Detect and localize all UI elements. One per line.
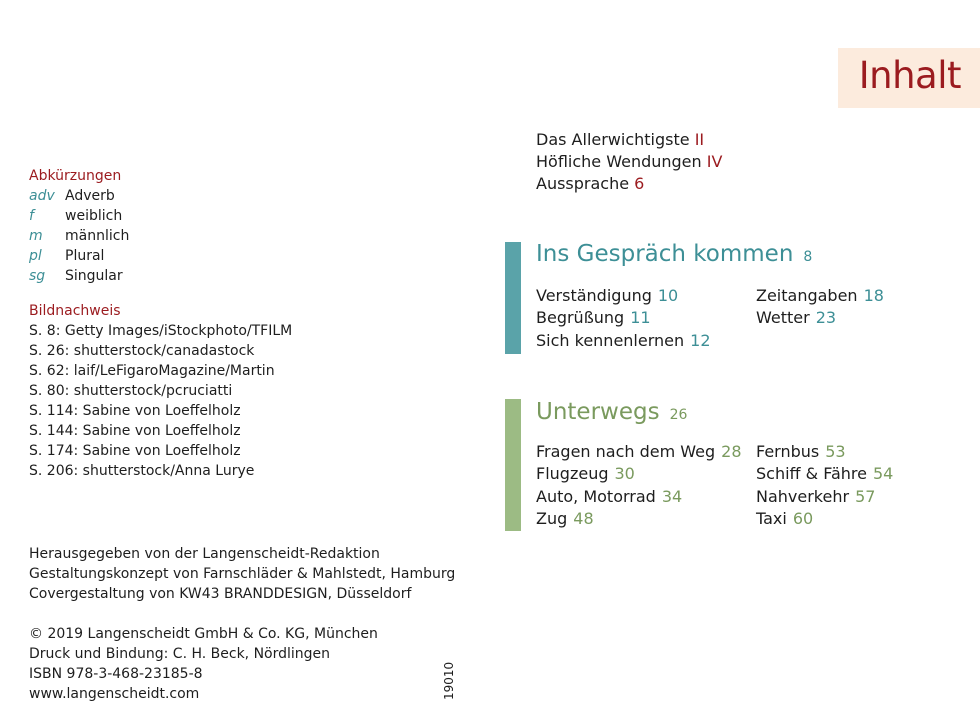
toc-topic[interactable] — [536, 508, 742, 530]
credit-line: S. 26: shutterstock/canadastock — [29, 343, 255, 359]
topic-page: 57 — [855, 486, 876, 506]
copyright-line: © 2019 Langenscheidt GmbH & Co. KG, München — [29, 626, 378, 642]
topic-page: 54 — [872, 464, 894, 484]
chapter-color-bar — [505, 242, 521, 354]
topic-label: Flugzeug — [536, 464, 609, 484]
toc-item-page: IV — [706, 152, 723, 171]
toc-topic[interactable] — [756, 508, 893, 530]
toc-item-label: Das Allerwichtigste — [536, 130, 690, 149]
publisher-section — [29, 544, 455, 604]
toc-topic[interactable] — [536, 486, 742, 508]
topic-page: 30 — [614, 464, 635, 484]
topic-label: Zug — [536, 508, 568, 528]
toc-item-page: II — [694, 130, 705, 149]
print-code: 19010 — [442, 661, 456, 700]
chapter-page: 26 — [669, 407, 688, 423]
toc-intro-item[interactable] — [536, 151, 722, 173]
publisher-line: Herausgegeben von der Langenscheidt-Redaktion — [29, 546, 380, 562]
toc-topic[interactable] — [536, 441, 742, 463]
credit-line: S. 62: laif/LeFigaroMagazine/Martin — [29, 363, 275, 379]
topic-page: 53 — [825, 442, 846, 461]
imprint-section — [29, 624, 378, 704]
abbreviation-value: weiblich — [65, 208, 123, 224]
toc-item-label: Höfliche Wendungen — [536, 152, 702, 171]
topic-label: Nahverkehr — [756, 486, 850, 506]
toc-topic[interactable] — [756, 307, 884, 329]
topic-label: Zeitangaben — [756, 286, 858, 305]
credit-line: S. 144: Sabine von Loeffelholz — [29, 423, 241, 439]
topic-page: 48 — [573, 508, 594, 528]
chapter-title-label: Ins Gespräch kommen — [536, 241, 794, 267]
credit-line: S. 114: Sabine von Loeffelholz — [29, 403, 241, 419]
abbreviation-row — [29, 246, 129, 266]
picture-credits-section — [29, 301, 292, 481]
abbreviation-value: Singular — [65, 268, 123, 284]
title-box — [838, 48, 980, 108]
chapter-title-label: Unterwegs — [536, 399, 660, 425]
abbreviation-value: Plural — [65, 248, 105, 264]
topic-page: 10 — [657, 286, 679, 305]
chapter-title[interactable] — [536, 241, 812, 267]
credit-line: S. 206: shutterstock/Anna Lurye — [29, 463, 255, 479]
topic-label: Schiff & Fähre — [756, 464, 867, 484]
toc-topic[interactable] — [756, 441, 893, 463]
toc-topic[interactable] — [536, 285, 711, 307]
publisher-line: Gestaltungskonzept von Farnschläder & Mahlstedt, Hamburg — [29, 566, 456, 582]
topic-page: 18 — [863, 286, 884, 305]
toc-topic[interactable] — [756, 285, 884, 307]
topic-page: 60 — [792, 508, 814, 528]
chapter-title[interactable] — [536, 399, 687, 425]
abbreviation-value: männlich — [65, 228, 130, 244]
topic-label: Taxi — [756, 508, 787, 528]
topic-page: 12 — [690, 330, 711, 350]
topic-label: Auto, Motorrad — [536, 486, 656, 506]
page-title: Inhalt — [858, 54, 961, 97]
toc-topic[interactable] — [536, 307, 711, 329]
topic-label: Sich kennenlernen — [536, 330, 685, 350]
publisher-line: Covergestaltung von KW43 BRANDDESIGN, Düsseldorf — [29, 586, 412, 602]
abbreviations-heading: Abkürzungen — [29, 168, 122, 184]
abbreviation-row — [29, 266, 129, 286]
topic-page: 23 — [815, 308, 837, 328]
abbreviation-key: pl — [29, 248, 42, 264]
topic-page: 28 — [721, 442, 742, 461]
topic-label: Fernbus — [756, 442, 820, 461]
website-link[interactable]: www.langenscheidt.com — [29, 686, 200, 702]
abbreviation-row — [29, 226, 129, 246]
credit-line: S. 8: Getty Images/iStockphoto/TFILM — [29, 323, 293, 339]
abbreviation-key: f — [29, 208, 34, 224]
abbreviations-section — [29, 166, 129, 286]
topic-label: Fragen nach dem Weg — [536, 442, 716, 461]
abbreviation-row — [29, 206, 129, 226]
printing-line: Druck und Bindung: C. H. Beck, Nördlingen — [29, 646, 331, 662]
chapter-topics-col1 — [536, 441, 742, 530]
picture-credits-heading: Bildnachweis — [29, 303, 121, 319]
topic-label: Verständigung — [536, 286, 652, 305]
toc-topic[interactable] — [536, 463, 742, 485]
chapter-topics-col2 — [756, 285, 884, 330]
topic-label: Begrüßung — [536, 308, 625, 328]
toc-topic[interactable] — [536, 330, 711, 352]
toc-intro-item[interactable] — [536, 173, 722, 195]
toc-topic[interactable] — [756, 486, 893, 508]
credit-line: S. 174: Sabine von Loeffelholz — [29, 443, 241, 459]
chapter-topics-col2 — [756, 441, 893, 530]
abbreviation-row — [29, 186, 129, 206]
abbreviation-key: m — [29, 228, 43, 244]
topic-label: Wetter — [756, 308, 810, 328]
toc-intro-item[interactable] — [536, 129, 722, 151]
chapter-color-bar — [505, 399, 521, 531]
topic-page: 34 — [661, 486, 683, 506]
topic-page: 11 — [630, 308, 651, 328]
toc-topic[interactable] — [756, 463, 893, 485]
abbreviation-value: Adverb — [65, 188, 115, 204]
abbreviation-key: sg — [29, 268, 46, 284]
toc-item-label: Aussprache — [536, 174, 630, 193]
credit-line: S. 80: shutterstock/pcruciatti — [29, 383, 233, 399]
isbn-line: ISBN 978-3-468-23185-8 — [29, 666, 203, 682]
chapter-page: 8 — [803, 249, 813, 265]
abbreviation-key: adv — [29, 188, 55, 204]
chapter-topics-col1 — [536, 285, 711, 352]
toc-intro — [536, 129, 722, 195]
toc-item-page: 6 — [634, 174, 645, 193]
